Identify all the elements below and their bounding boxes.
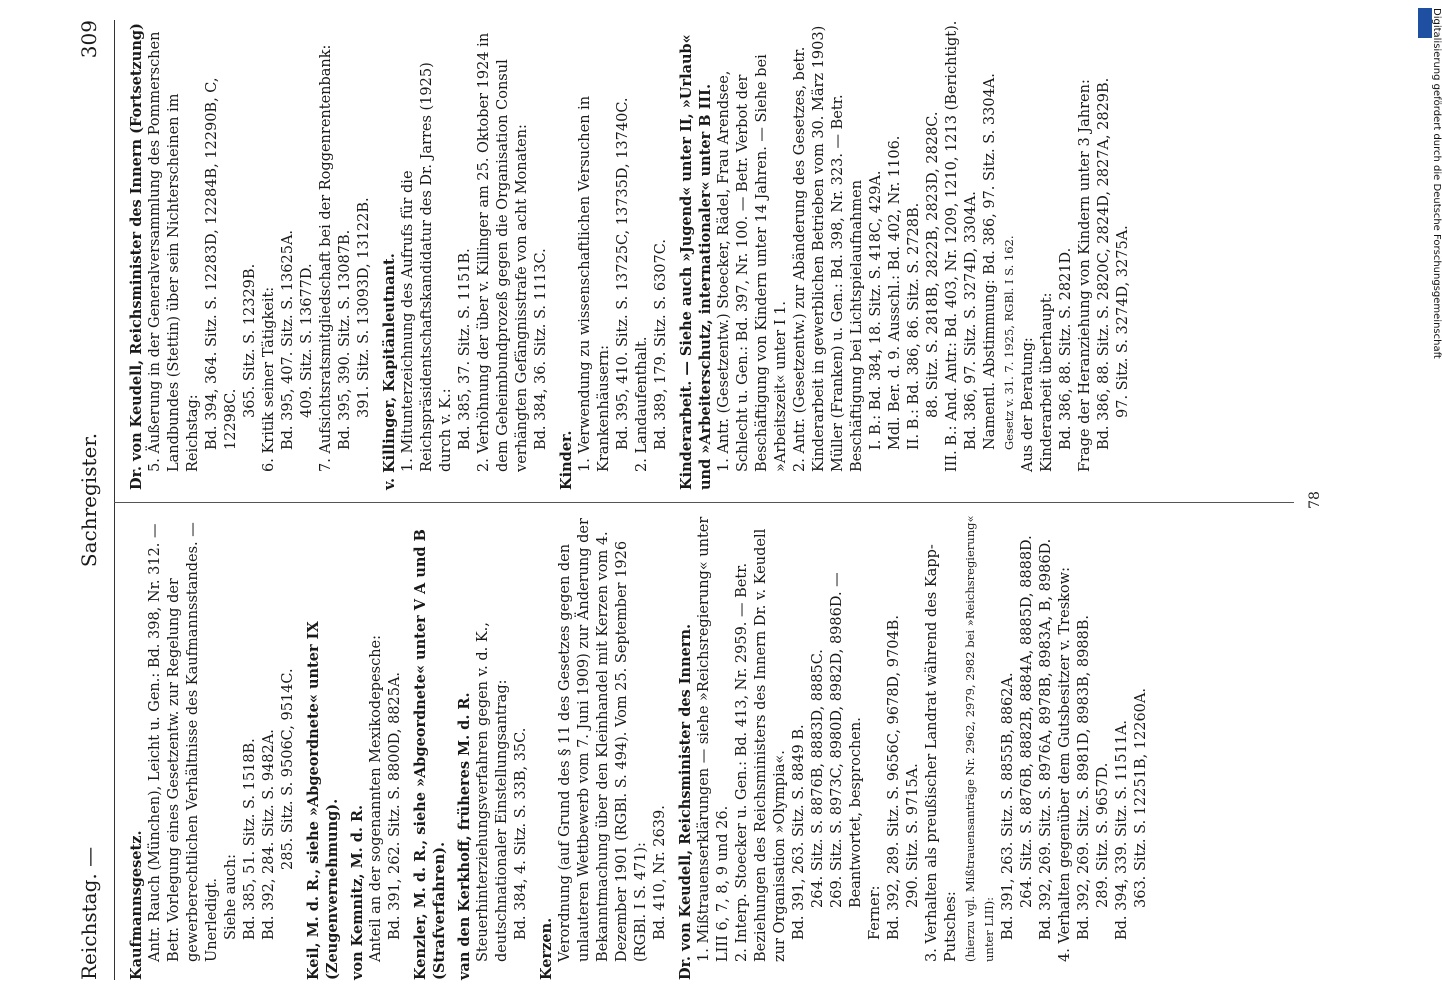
entry-line: 289. Sitz. S. 9657D.	[1095, 762, 1111, 908]
entry-line: 4. Verhalten gegenüber dem Gutsbesitzer v. Treskow:	[1057, 567, 1073, 962]
entry-line: Bd. 391, 262. Sitz. S. 8800D, 8825A.	[387, 671, 403, 940]
entry-heading: v. Killinger, Kapitänleutnant.	[381, 253, 398, 490]
entry-line: 264. Sitz. S. 8876B, 8882B, 8884A, 8885D, 8888D.	[1019, 535, 1035, 908]
entry-line: Antr. Rauch (München), Leicht u. Gen.: Bd. 398, Nr. 312. — Betr. Vorlegung eines Gesetzentw. zur Regelung der gewerberechtlichen Verhältnisse des Kaufmannsstandes. — Unerledigt.	[147, 522, 220, 962]
entry-line: 2. Verhöhnung der über v. Killinger am 25. Oktober 1924 in dem Geheimbundprozeß gegen die Organisation Consul verhängten Gefängnisstrafe von acht Monaten:	[476, 32, 530, 472]
entry-line: 3. Verhalten als preußischer Landrat während des Kapp-Putsches:	[924, 544, 959, 962]
entry-line: Bd. 384, 36. Sitz. S. 1113C.	[533, 248, 549, 450]
entry-heading: Dr. von Keudell, Reichsminister des Innern (Fortsetzung)	[128, 23, 145, 490]
entry-line: Frage der Heranziehung von Kindern unter 3 Jahren:	[1077, 79, 1093, 472]
entry-line: Bd. 392, 289. Sitz. S. 9656C, 9678D, 9704B.	[886, 615, 902, 940]
entry-line: 391. Sitz. S. 13093D, 13122B.	[356, 197, 372, 418]
entry-line: 1. Mißtrauenserklärungen — siehe »Reichsregierung« unter LIII 6, 7, 8, 9 und 26.	[696, 516, 731, 962]
entry-line: Bd. 385, 51. Sitz. S. 1518B.	[242, 738, 258, 940]
entry-line: 409. Sitz. S. 13677D.	[299, 263, 315, 418]
left-column	[127, 515, 1151, 980]
entry-line: Verordnung (auf Grund des § 11 des Gesetzes gegen den unlauteren Wettbewerb vom 7. Juni 1909) zur Änderung der Bekanntmachung über den Kleinhandel mit Kerzen vom 4. Dezember 1901 (RGBl. S. 494). Vom 25. September 1926 (RGBl. I S. 471):	[557, 518, 649, 962]
entry-line: Bd. 392, 269. Sitz. S. 8976A, 8978B, 8983A, B, 8986D.	[1038, 538, 1054, 940]
entry-line: Bd. 391, 263. Sitz. S. 8849 B.	[791, 724, 807, 940]
entry-line: I. B.: Bd. 384, 18. Sitz. S. 418C, 429A.	[868, 170, 884, 450]
entry-line: 264. Sitz. S. 8876B, 8883D, 8885C.	[810, 649, 826, 908]
entry-heading: Kinder.	[558, 430, 575, 490]
entry-heading: von Kemnitz, M. d. R.	[349, 804, 366, 980]
header-title: Sachregister.	[77, 432, 101, 568]
entry-heading: Keil, M. d. R., siehe »Abgeordnete« unter IX (Zeugenvernehmung).	[305, 621, 341, 980]
entry-line: 285. Sitz. S. 9506C, 9514C.	[280, 668, 296, 870]
entry-line: Bd. 394, 339. Sitz. S. 11511A.	[1114, 719, 1130, 940]
entry-line: 1. Verwendung zu wissenschaftlichen Versuchen in Krankenhäusern:	[577, 95, 612, 472]
entry-line: Bd. 391, 263. Sitz. S. 8855B, 8862A.	[1000, 672, 1016, 940]
rotated-content	[67, 0, 1367, 1000]
header-left: Reichstag. —	[77, 846, 101, 980]
page-footer-number: 78	[1307, 491, 1323, 509]
page-number: 309	[77, 20, 101, 59]
entry-line: Bd. 386, 97. Sitz. S. 3274D, 3304A.	[963, 191, 979, 450]
entry-line: 290. Sitz. S. 9715A.	[905, 763, 921, 908]
entry-line: 2. Antr. (Gesetzentw.) zur Abänderung des Gesetzes, betr. Kinderarbeit in gewerblichen Betrieben vom 30. März 1903) Müller (Franken) u. Gen.: Bd. 398, Nr. 323. — Betr. Beschäftigung bei Lichtspielaufnahmen	[792, 25, 865, 472]
entry-heading: Kaufmannsgesetz.	[128, 830, 145, 980]
entry-line: Siehe auch:	[223, 853, 239, 940]
entry-line: Anteil an der sogenannten Mexikodepesche:	[368, 634, 384, 962]
entry-line: Bd. 384, 4. Sitz. S. 33B, 35C.	[513, 727, 529, 940]
entry-line: Bd. 392, 284. Sitz. S. 9482A.	[261, 729, 277, 940]
entry-line: Ferner:	[867, 885, 883, 940]
entry-line: Bd. 385, 37. Sitz. S. 1151B.	[457, 248, 473, 450]
entry-line: Bd. 389, 179. Sitz. S. 6307C.	[653, 239, 669, 450]
column-divider	[114, 502, 1294, 503]
right-column	[127, 20, 1133, 490]
entry-line: 2. Landaufenthalt.	[634, 336, 650, 472]
entry-line: 97. Sitz. S. 3274D, 3275A.	[1115, 225, 1131, 418]
entry-line: Bd. 395, 390. Sitz. S. 13087B.	[337, 229, 353, 450]
entry-line: Bd. 394, 364. Sitz. S. 12283D, 12284B, 12290B, C, 12298C.	[204, 77, 239, 450]
entry-line: II. B.: Bd. 386, 86. Sitz. S. 2728B.	[906, 202, 922, 450]
entry-line: 2. Interp. Stoecker u. Gen.: Bd. 413, Nr. 2959. — Betr. Beziehungen des Reichsministers des Innern Dr. v. Keudell zur Organisation »Olympia«.	[734, 528, 788, 962]
entry-heading: van den Kerkhoff, früheres M. d. R.	[456, 692, 473, 980]
entry-line: 7. Aufsichtsratsmitgliedschaft bei der Roggenrentenbank:	[318, 44, 334, 472]
entry-line: Bd. 410, Nr. 2639.	[652, 805, 668, 940]
entry-line: Mdl. Ber. d. 9. Ausschl.: Bd. 402, Nr. 1106.	[887, 135, 903, 450]
entry-line: 365. Sitz. S. 12329B.	[242, 263, 258, 418]
entry-line: Gesetz v. 31. 7. 1925, RGBl. I S. 162.	[1002, 235, 1016, 450]
entry-line: 363. Sitz. S. 12251B, 12260A.	[1133, 688, 1149, 908]
entry-line: Namentl. Abstimmung: Bd. 386, 97. Sitz. S. 3304A.	[982, 73, 998, 450]
entry-line: 1. Mitunterzeichnung des Aufrufs für die Reichspräsidentschaftskandidatur des Dr. Jarres (1925) durch v. K.:	[400, 62, 454, 472]
entry-line: 6. Kritik seiner Tätigkeit:	[261, 286, 277, 472]
entry-heading: Kinderarbeit. — Siehe auch »Jugend« unter II, »Urlaub« und »Arbeiterschutz, internationaler« unter B III.	[678, 34, 714, 490]
entry-line: Steuerhinterziehungsverfahren gegen v. d. K., deutschnationaler Einstellungsantrag:	[475, 622, 510, 962]
entry-line: (hierzu vgl. Mißtrauensanträge Nr. 2962, 2979, 2982 bei »Reichsregierung« unter LIII):	[963, 515, 996, 962]
side-credit-text: Digitalisierung gefördert durch die Deutsche Forschungsgemeinschaft	[1431, 8, 1442, 359]
side-credit	[1422, 8, 1442, 728]
entry-line: Kinderarbeit überhaupt:	[1039, 292, 1055, 472]
entry-heading: Dr. von Keudell, Reichsminister des Innern.	[677, 623, 694, 980]
entry-line: Bd. 395, 407. Sitz. S. 13625A.	[280, 229, 296, 450]
entry-heading: Kenzler, M. d. R., siehe »Abgeordnete« unter V A und B (Strafverfahren).	[412, 529, 448, 980]
entry-line: 1. Antr. (Gesetzentw.) Stoecker, Rädel, Frau Arendsee, Schlecht u. Gen.: Bd. 397, Nr. 100. — Betr. Verbot der Beschäftigung von Kindern unter 14 Jahren. — Siehe bei »Arbeitszeit« unter I 1.	[716, 54, 789, 472]
entry-line: 269. Sitz. S. 8973C, 8980D, 8982D, 8986D. — Beantwortet, besprochen.	[829, 572, 864, 908]
entry-line: Bd. 392, 269. Sitz. S. 8981D, 8983B, 8988B.	[1076, 614, 1092, 940]
entry-line: Bd. 386, 88. Sitz. S. 2821D.	[1058, 247, 1074, 450]
entry-line: 5. Äußerung in der Generalversammlung des Pommerschen Landbundes (Stettin) über sein Nichterscheinen im Reichstag:	[147, 31, 201, 472]
entry-line: 88. Sitz. S. 2818B, 2822B, 2823D, 2828C.	[925, 111, 941, 418]
header-rule	[114, 20, 115, 980]
entry-line: III. B.: And. Antr.: Bd. 403, Nr. 1209, 1210, 1213 (Berichtigt).	[944, 20, 960, 472]
entry-line: Bd. 395, 410. Sitz. S. 13725C, 13735D, 13740C.	[615, 97, 631, 450]
entry-heading: Kerzen.	[538, 917, 555, 980]
page-header	[67, 20, 117, 980]
entry-line: Aus der Beratung:	[1020, 337, 1036, 472]
entry-line: Bd. 386, 88. Sitz. S. 2820C, 2824D, 2827A, 2829B.	[1096, 77, 1112, 450]
